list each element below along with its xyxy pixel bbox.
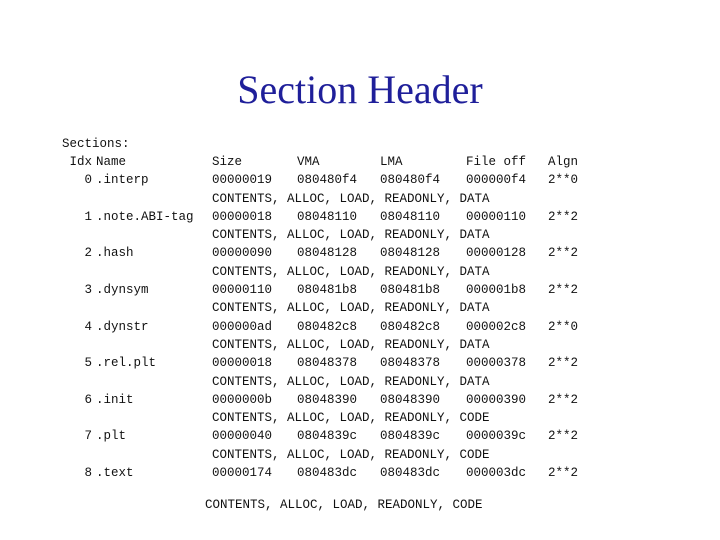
page-title [0, 66, 720, 113]
section-algn: 2**2 [548, 466, 579, 481]
section-idx: 3 [84, 283, 92, 298]
section-lma: 080482c8 [380, 319, 441, 334]
section-name: .plt [96, 429, 127, 444]
section-size: 00000174 [212, 466, 273, 481]
section-file-off: 000003dc [466, 466, 527, 481]
header-vma: VMA [297, 155, 320, 169]
section-lma: 08048110 [380, 209, 441, 224]
header-file-off: File off [466, 155, 527, 169]
section-algn: 2**2 [548, 283, 579, 298]
section-name: .text [96, 466, 134, 481]
section-flags: CONTENTS, ALLOC, LOAD, READONLY, DATA [212, 374, 490, 389]
section-vma: 08048378 [297, 356, 358, 371]
header-lma: LMA [380, 155, 403, 169]
page-title-text: Section Header [237, 67, 483, 112]
section-flags: CONTENTS, ALLOC, LOAD, READONLY, DATA [212, 228, 490, 243]
section-file-off: 00000378 [466, 356, 527, 371]
section-file-off: 00000110 [466, 209, 527, 224]
section-algn: 2**2 [548, 246, 579, 261]
section-algn: 2**2 [548, 209, 579, 224]
section-flags: CONTENTS, ALLOC, LOAD, READONLY, CODE [212, 447, 490, 462]
section-name: .interp [96, 173, 149, 188]
section-lma: 08048390 [380, 392, 441, 407]
section-size: 00000090 [212, 246, 273, 261]
section-file-off: 0000039c [466, 429, 527, 444]
idx-column [62, 153, 92, 482]
header-algn: Algn [548, 155, 579, 169]
section-size: 000000ad [212, 319, 273, 334]
section-algn: 2**2 [548, 356, 579, 371]
section-size: 00000040 [212, 429, 273, 444]
section-idx: 2 [84, 246, 92, 261]
section-file-off: 00000128 [466, 246, 527, 261]
lma-column [380, 153, 440, 482]
section-algn: 2**0 [548, 319, 579, 334]
section-vma: 08048390 [297, 392, 358, 407]
section-flags: CONTENTS, ALLOC, LOAD, READONLY, DATA [212, 301, 490, 316]
section-idx: 5 [84, 356, 92, 371]
section-lma: 08048378 [380, 356, 441, 371]
section-size: 00000018 [212, 209, 273, 224]
section-vma: 080481b8 [297, 283, 358, 298]
section-flags: CONTENTS, ALLOC, LOAD, READONLY, DATA [212, 264, 490, 279]
section-lma: 080481b8 [380, 283, 441, 298]
section-file-off: 000000f4 [466, 173, 527, 188]
header-size: Size [212, 155, 243, 169]
vma-column [297, 153, 357, 482]
section-algn: 2**0 [548, 173, 579, 188]
section-name: .dynsym [96, 283, 149, 298]
section-idx: 8 [84, 466, 92, 481]
section-vma: 080482c8 [297, 319, 358, 334]
section-name: .init [96, 392, 134, 407]
section-size: 00000019 [212, 173, 273, 188]
section-name: .note.ABI-tag [96, 209, 194, 224]
name-column [96, 153, 194, 482]
section-vma: 0804839c [297, 429, 358, 444]
section-lma: 080483dc [380, 466, 441, 481]
section-vma: 08048128 [297, 246, 358, 261]
section-name: .rel.plt [96, 356, 157, 371]
section-size: 00000110 [212, 283, 273, 298]
section-lma: 080480f4 [380, 173, 441, 188]
section-size: 00000018 [212, 356, 273, 371]
section-name: .hash [96, 246, 134, 261]
section-idx: 7 [84, 429, 92, 444]
section-file-off: 000002c8 [466, 319, 527, 334]
section-vma: 080480f4 [297, 173, 358, 188]
section-vma: 080483dc [297, 466, 358, 481]
sections-label: Sections: [62, 137, 130, 151]
section-flags: CONTENTS, ALLOC, LOAD, READONLY, DATA [212, 191, 490, 206]
section-idx: 1 [84, 209, 92, 224]
section-size: 0000000b [212, 392, 273, 407]
last-section-flags: CONTENTS, ALLOC, LOAD, READONLY, CODE [205, 498, 483, 512]
section-lma: 0804839c [380, 429, 441, 444]
section-algn: 2**2 [548, 392, 579, 407]
header-idx: Idx [69, 155, 92, 169]
section-idx: 4 [84, 319, 92, 334]
section-file-off: 000001b8 [466, 283, 527, 298]
section-lma: 08048128 [380, 246, 441, 261]
section-algn: 2**2 [548, 429, 579, 444]
file-off-column [466, 153, 526, 482]
section-file-off: 00000390 [466, 392, 527, 407]
algn-column [548, 153, 578, 482]
section-name: .dynstr [96, 319, 149, 334]
section-flags: CONTENTS, ALLOC, LOAD, READONLY, DATA [212, 337, 490, 352]
section-flags: CONTENTS, ALLOC, LOAD, READONLY, CODE [212, 411, 490, 426]
header-name: Name [96, 155, 127, 169]
section-idx: 6 [84, 392, 92, 407]
section-vma: 08048110 [297, 209, 358, 224]
section-idx: 0 [84, 173, 92, 188]
